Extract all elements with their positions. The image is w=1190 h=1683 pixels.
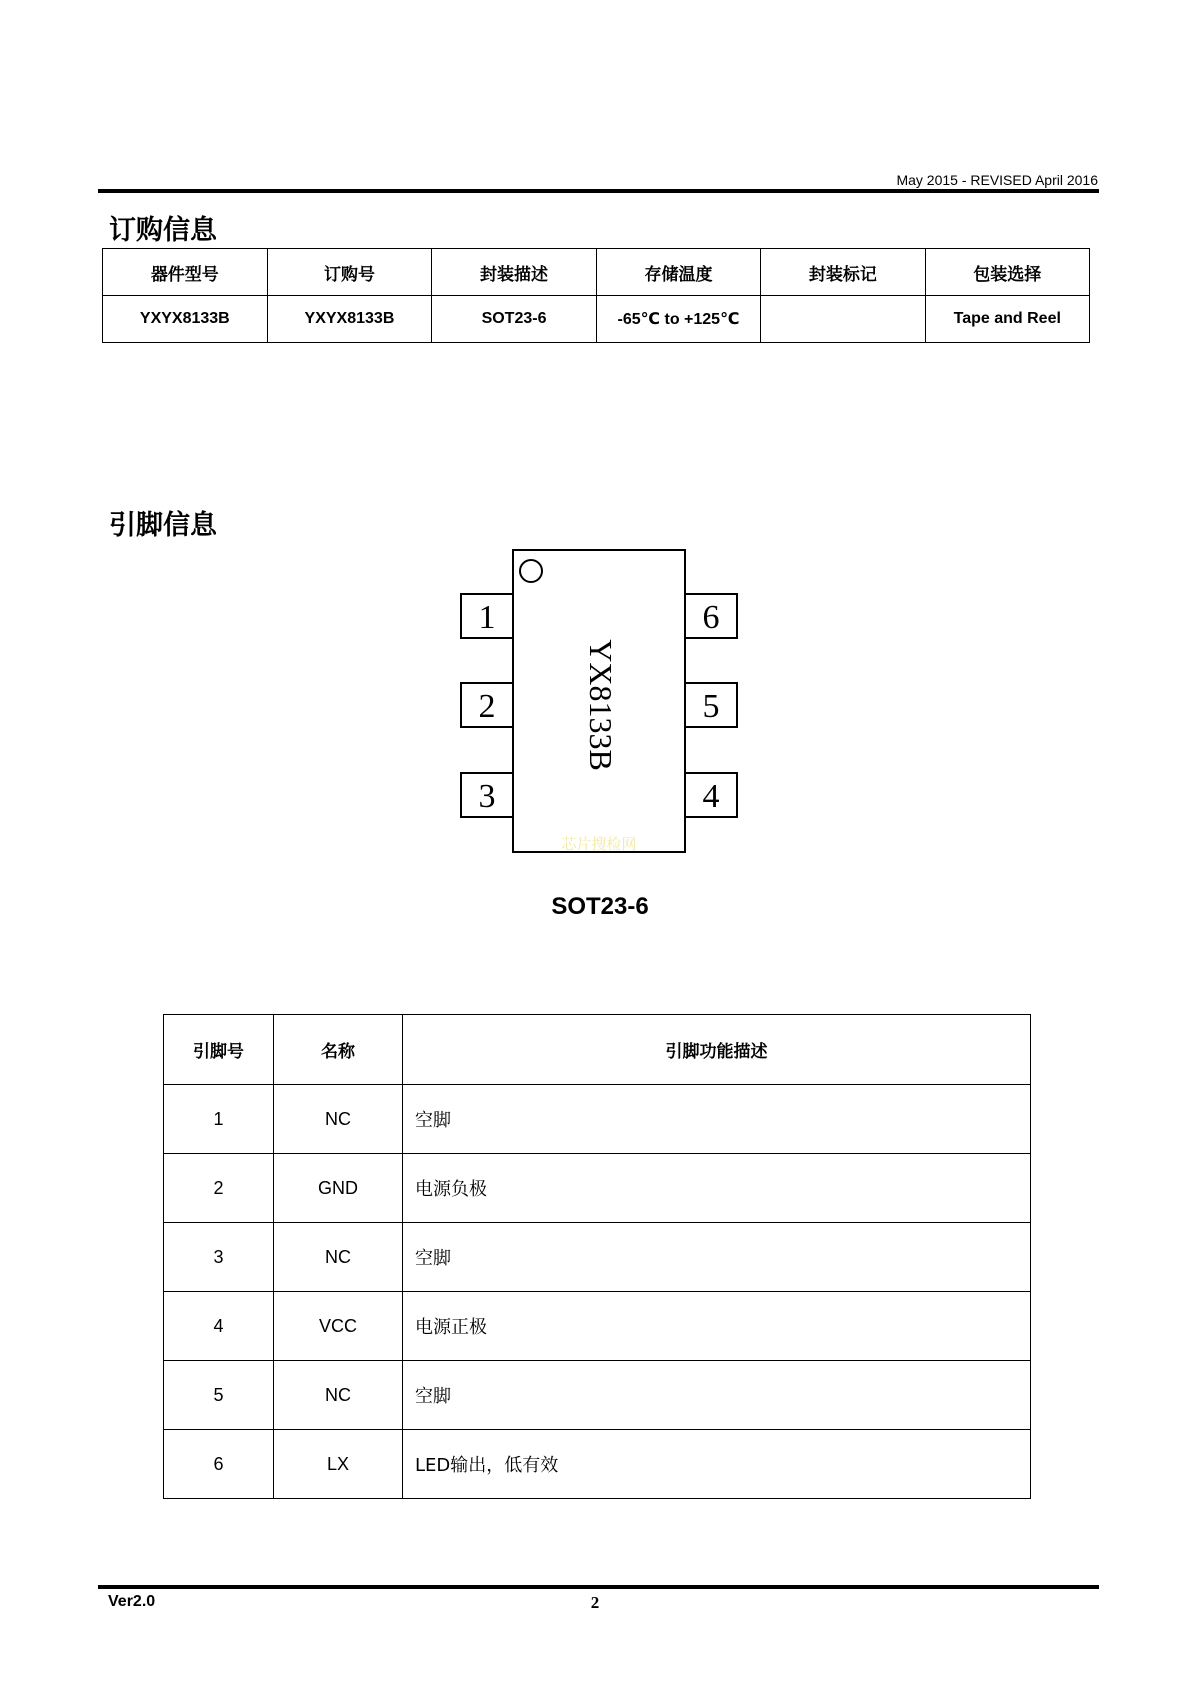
- cell-marking: [761, 296, 925, 343]
- watermark: 芯片搜检网: [561, 835, 637, 853]
- version-label: Ver2.0: [108, 1593, 156, 1610]
- table-row: [164, 1292, 1031, 1361]
- pin-function: 空脚: [403, 1085, 1031, 1154]
- package-diagram: [455, 545, 745, 865]
- table-row: [103, 296, 1090, 343]
- pin-label-3: 3: [478, 778, 496, 815]
- footer-rule: [98, 1585, 1099, 1589]
- chip-marking: YX8133B: [583, 639, 619, 771]
- revision-date: May 2015 - REVISED April 2016: [896, 172, 1098, 188]
- cell-packing: Tape and Reel: [925, 296, 1089, 343]
- table-row: [164, 1223, 1031, 1292]
- ordering-table: [102, 248, 1090, 343]
- pin-label-6: 6: [702, 599, 720, 636]
- header-pin-number: 引脚号: [164, 1015, 274, 1085]
- pin-name: GND: [274, 1154, 403, 1223]
- pin-label-4: 4: [702, 778, 720, 815]
- pin-label-1: 1: [478, 599, 496, 636]
- table-row: [164, 1154, 1031, 1223]
- cell-storage-temp: -65℃ to +125℃: [596, 296, 760, 343]
- table-header-row: [164, 1015, 1031, 1085]
- pin-info-title: 引脚信息: [109, 510, 217, 541]
- pin-name: NC: [274, 1085, 403, 1154]
- header-part-number: 器件型号: [103, 249, 268, 296]
- pin-function: LED输出，低有效: [403, 1430, 1031, 1499]
- pin-number: 3: [164, 1223, 274, 1292]
- table-header-row: [103, 249, 1090, 296]
- header-package: 封装描述: [432, 249, 596, 296]
- cell-order-number: YXYX8133B: [267, 296, 432, 343]
- pin-name: NC: [274, 1361, 403, 1430]
- header-packing: 包装选择: [925, 249, 1089, 296]
- pin-name: LX: [274, 1430, 403, 1499]
- pin-function: 电源负极: [403, 1154, 1031, 1223]
- cell-package: SOT23-6: [432, 296, 596, 343]
- ordering-info-title: 订购信息: [109, 215, 217, 246]
- pin-label-2: 2: [478, 688, 496, 725]
- table-row: [164, 1085, 1031, 1154]
- package-caption: SOT23-6: [551, 893, 649, 920]
- header-storage-temp: 存储温度: [596, 249, 760, 296]
- pin-name: VCC: [274, 1292, 403, 1361]
- pin-label-5: 5: [702, 688, 720, 725]
- pin-function: 电源正极: [403, 1292, 1031, 1361]
- page-number: 2: [590, 1593, 600, 1612]
- pin-function: 空脚: [403, 1223, 1031, 1292]
- pin-number: 2: [164, 1154, 274, 1223]
- header-marking: 封装标记: [761, 249, 925, 296]
- pin-function: 空脚: [403, 1361, 1031, 1430]
- pin-description-table: [163, 1014, 1031, 1499]
- pin-number: 4: [164, 1292, 274, 1361]
- pin-number: 6: [164, 1430, 274, 1499]
- cell-part-number: YXYX8133B: [103, 296, 268, 343]
- table-row: [164, 1361, 1031, 1430]
- header-rule: [98, 189, 1099, 193]
- header-pin-name: 名称: [274, 1015, 403, 1085]
- pin-name: NC: [274, 1223, 403, 1292]
- pin-number: 1: [164, 1085, 274, 1154]
- header-pin-function: 引脚功能描述: [403, 1015, 1031, 1085]
- pin-number: 5: [164, 1361, 274, 1430]
- table-row: [164, 1430, 1031, 1499]
- header-order-number: 订购号: [267, 249, 432, 296]
